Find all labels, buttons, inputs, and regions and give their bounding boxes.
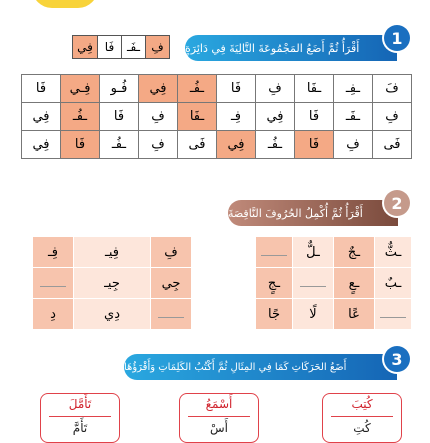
section-1-instruction: أَقْرَأُ ثُمَّ أَضَعُ المَجْمُوعَةَ التَّالِيَةَ فِي دَائِرَةٍ [185,41,360,55]
grid-cell[interactable]: فَا [61,131,100,159]
letter-grid [21,74,412,159]
fill-cell: ـثٌّ [375,237,412,268]
grid-cell[interactable]: فَى [373,131,412,159]
fill-table-right [256,237,411,329]
fill-cell: فِ [151,237,192,268]
grid-cell[interactable]: فِي [217,131,256,159]
yellow-decoration [32,0,98,8]
section-1-number: 1 [384,25,410,51]
fill-cell: جِيـ [74,268,151,299]
section-3-header [124,354,397,380]
grid-cell[interactable]: فِـ [217,103,256,131]
section-2-header [228,200,398,226]
fill-row [256,299,411,330]
fill-row [33,299,191,330]
answer-blank[interactable] [293,268,334,299]
fill-cell: فِـ [33,237,74,268]
grid-cell[interactable]: فِ [139,131,178,159]
answer-blank[interactable] [33,268,74,299]
word-partial: تَأَمَّ [72,421,88,435]
word-label: تَأَمَّلَ [68,397,92,411]
grid-cell[interactable]: فُـو [100,75,139,103]
word-divider [49,416,111,417]
grid-cell[interactable]: فَا [295,131,334,159]
example-strip [72,35,170,59]
grid-cell[interactable]: فَا [100,103,139,131]
fill-row [33,268,191,299]
grid-cell[interactable]: فِ [256,75,295,103]
fill-cell: ـلٌّ [293,237,334,268]
grid-cell[interactable]: فَ [373,75,412,103]
grid-cell[interactable]: ـفِـ [334,75,373,103]
word-divider [188,416,250,417]
section-2-instruction: أَقْرَأُ ثُمَّ أُكْمِلُ الحُرُوفَ النَّاقِصَةَ [228,206,363,220]
fill-cell: ـبٌ [375,268,412,299]
section-3-instruction: أَضَعُ الحَرَكَاتِ كَمَا فِي المِثَالِ ثُمَّ أَكْتُبُ الكَلِمَاتِ وَأَقْرَؤُهَا [124,361,347,373]
word-label: أَسْمَعُ [205,397,233,411]
grid-cell[interactable]: ـفُـ [61,103,100,131]
word-box[interactable] [40,393,120,443]
fill-cell: لًا [293,299,334,330]
word-partial: أَسْ [210,421,228,435]
grid-row [22,75,412,103]
word-box[interactable] [322,393,402,443]
fill-cell: ـجٍ [256,268,293,299]
fill-cell: ـعٍ [334,268,375,299]
grid-cell[interactable]: ـفُـ [256,131,295,159]
word-divider [331,416,393,417]
grid-cell[interactable]: فِي [22,131,61,159]
grid-cell[interactable]: ـفُـ [100,131,139,159]
example-cell: فِي [73,36,97,58]
word-box[interactable] [179,393,259,443]
section-2-number: 2 [384,190,410,216]
grid-row [22,131,412,159]
grid-cell[interactable]: فِ [373,103,412,131]
fill-row [33,237,191,268]
answer-blank[interactable] [256,237,293,268]
grid-cell[interactable]: ـفُـ [178,75,217,103]
grid-cell[interactable]: ـفَا [178,103,217,131]
answer-blank[interactable] [375,299,412,330]
example-cell: ـفَـ [121,36,145,58]
grid-cell[interactable]: فِي [139,75,178,103]
word-label: كُتِبَ [351,397,373,411]
fill-table-left [33,237,191,329]
fill-row [256,268,411,299]
fill-cell: فِيـ [74,237,151,268]
grid-cell[interactable]: فِـي [61,75,100,103]
word-partial: كُتِ [353,421,371,435]
grid-cell[interactable]: ـفَا [295,75,334,103]
section-3-number: 3 [384,346,410,372]
section-1-header [185,35,397,61]
grid-cell[interactable]: ـفَـ [334,103,373,131]
grid-cell[interactable]: فَا [217,75,256,103]
answer-blank[interactable] [151,299,192,330]
grid-cell[interactable]: فِ [334,131,373,159]
fill-cell: ـجٌ [334,237,375,268]
grid-cell[interactable]: فِي [256,103,295,131]
example-cell: فَا [97,36,121,58]
fill-row [256,237,411,268]
grid-cell[interactable]: فَى [178,131,217,159]
fill-cell: عًا [334,299,375,330]
grid-cell[interactable]: فَا [22,75,61,103]
grid-cell[interactable]: فَا [295,103,334,131]
grid-cell[interactable]: فِي [22,103,61,131]
fill-cell: جِي [151,268,192,299]
fill-cell: دِ [33,299,74,330]
fill-cell: جًا [256,299,293,330]
example-cell: فِ [145,36,169,58]
fill-cell: دِي [74,299,151,330]
grid-row [22,103,412,131]
grid-cell[interactable]: فِ [139,103,178,131]
